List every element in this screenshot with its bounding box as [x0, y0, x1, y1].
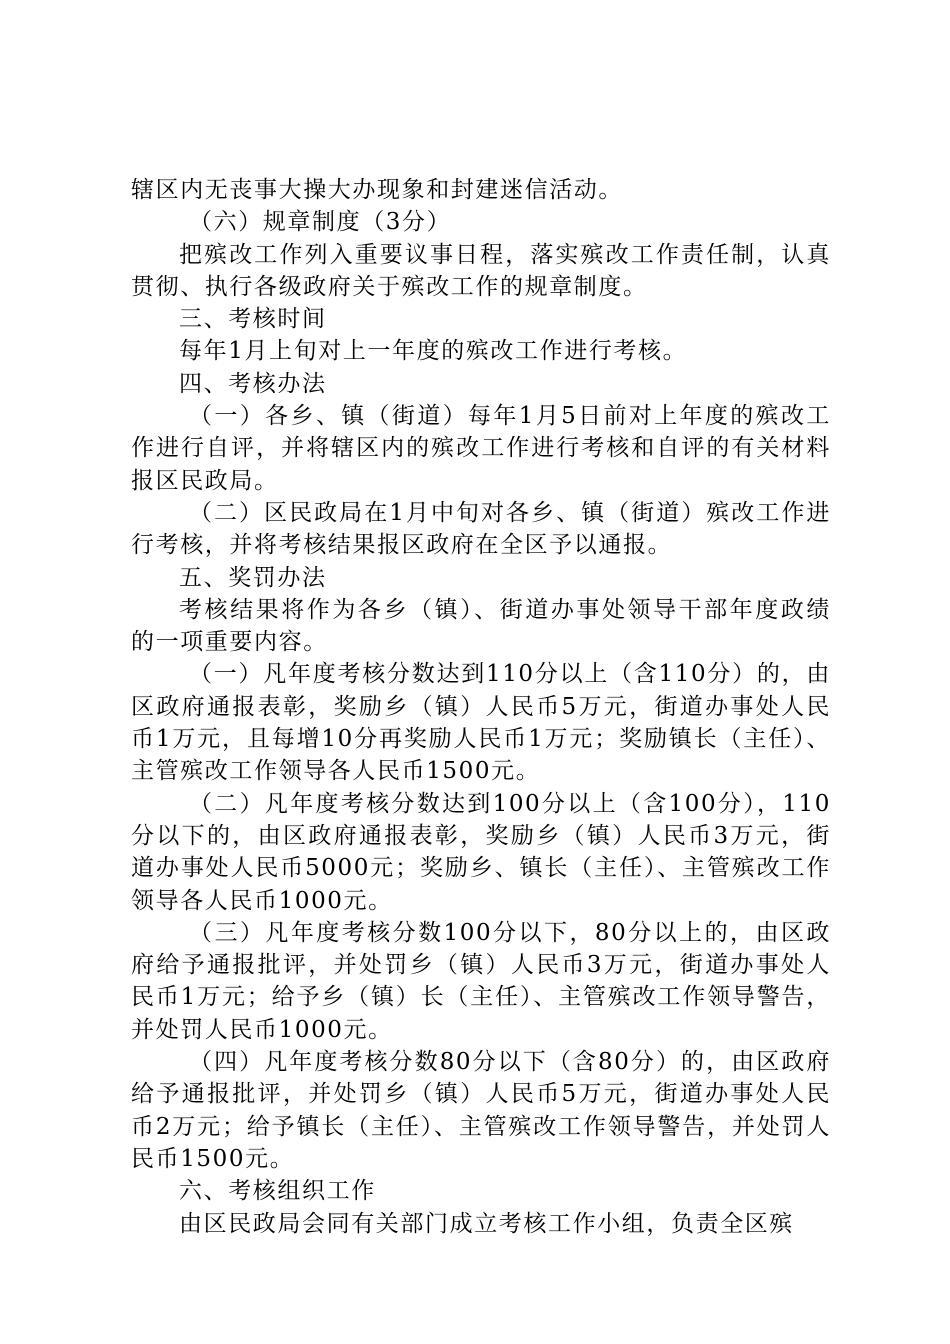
- paragraph-reward-2: （二）凡年度考核分数达到100分以上（含100分），110分以下的，由区政府通报表彰，奖励乡（镇）人民币3万元，街道办事处人民币5000元；奖励乡、镇长（主任）、主管殡改工作领导各人民币1000元。: [131, 790, 831, 914]
- paragraph-method-2: （二）区民政局在1月中旬对各乡、镇（街道）殡改工作进行考核，并将考核结果报区政府在全区予以通报。: [131, 499, 831, 559]
- paragraph-method-1: （一）各乡、镇（街道）每年1月5日前对上年度的殡改工作进行自评，并将辖区内的殡改工作进行考核和自评的有关材料报区民政局。: [131, 403, 831, 494]
- section-heading-assessment-time: 三、考核时间: [179, 306, 327, 333]
- document-body: [131, 174, 831, 1240]
- section-heading-regulations: （六）规章制度（3分）: [189, 209, 452, 236]
- paragraph-reward-1: （一）凡年度考核分数达到110分以上（含110分）的，由区政府通报表彰，奖励乡（镇）人民币5万元，街道办事处人民币1万元，且每增10分再奖励人民币1万元；奖励镇长（主任）、主管殡改工作领导各人民币1500元。: [131, 661, 831, 785]
- paragraph-penalty-4: （四）凡年度考核分数80分以下（含80分）的，由区政府给予通报批评，并处罚乡（镇）人民币5万元，街道办事处人民币2万元；给予镇长（主任）、主管殡改工作领导警告，并处罚人民币1500元。: [131, 1049, 831, 1172]
- paragraph-penalty-3: （三）凡年度考核分数100分以下，80分以上的，由区政府给予通报批评，并处罚乡（镇）人民币3万元，街道办事处人民币1万元；给予乡（镇）长（主任）、主管殡改工作领导警告，并处罚人民币1000元。: [131, 919, 831, 1043]
- paragraph-continuation: 辖区内无丧事大操大办现象和封建迷信活动。: [131, 177, 623, 203]
- paragraph-organization: 由区民政局会同有关部门成立考核工作小组，负责全区殡: [179, 1210, 794, 1237]
- paragraph-regulations: 把殡改工作列入重要议事日程，落实殡改工作责任制，认真贯彻、执行各级政府关于殡改工作的规章制度。: [131, 241, 831, 300]
- section-heading-rewards-penalties: 五、奖罚办法: [179, 564, 327, 591]
- section-heading-assessment-method: 四、考核办法: [179, 370, 327, 397]
- paragraph-assessment-time: 每年1月上旬对上一年度的殡改工作进行考核。: [179, 338, 688, 365]
- section-heading-organization: 六、考核组织工作: [179, 1178, 376, 1205]
- paragraph-rewards-intro: 考核结果将作为各乡（镇）、街道办事处领导干部年度政绩的一项重要内容。: [131, 596, 831, 656]
